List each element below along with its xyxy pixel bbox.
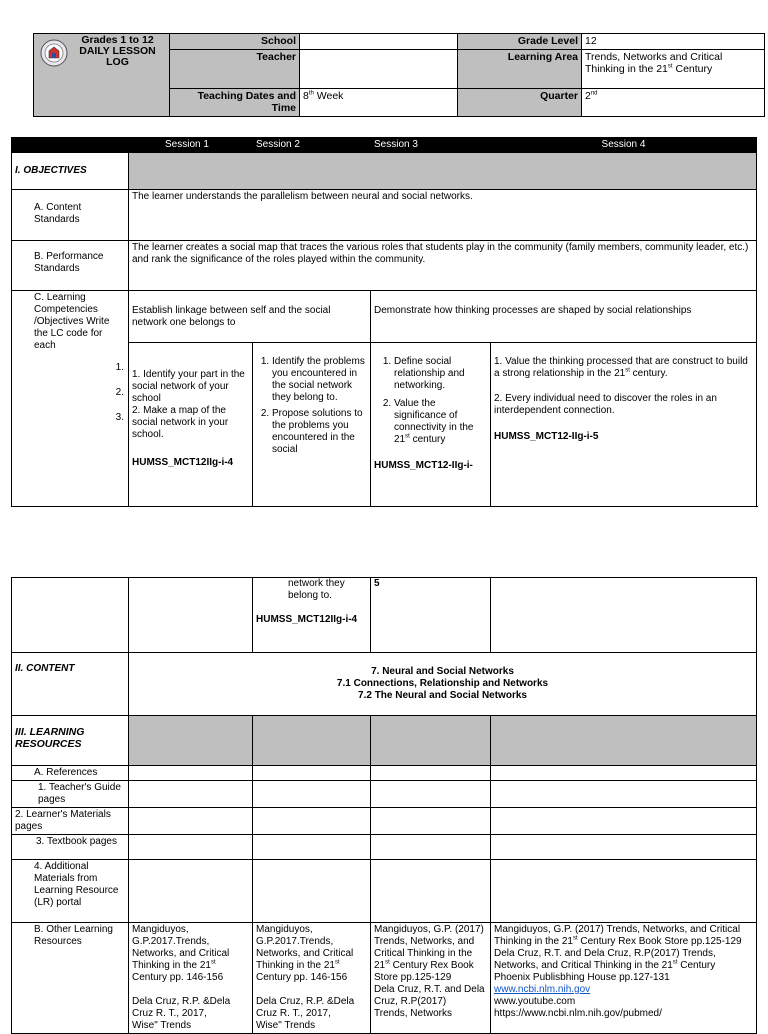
tb-s2 [253,835,371,860]
dll-title-line3: LOG [106,56,129,68]
performance-standards-label: B. Performance Standards [12,241,129,291]
cont-s3-code: 5 [371,578,491,653]
s3-item-2: 2. Value the significance of connectivity in the 21st century [394,398,487,446]
am-s1 [129,860,253,923]
objectives-table [11,137,757,507]
tg-s1 [129,781,253,808]
session-4-header: Session 4 [491,138,757,153]
grade-level-label: Grade Level [458,34,582,50]
s3-objectives [371,343,491,507]
references-s1 [129,766,253,781]
cont-label-blank [12,578,129,653]
content-topic-1: 7. Neural and Social Networks [371,666,514,677]
other-resources-s3: Mangiduyos, G.P. (2017) Trends, Networks, and Critical Thinking in the 21st Century Rex Book Store pp.125-129 Dela Cruz, R.T. and Dela Cruz, R.P(2017) Trends, Networks [371,923,491,1034]
cont-s2-text: network they belong to. [288,578,345,601]
lc-side-num-3: 3. [115,412,124,423]
content-label: II. CONTENT [12,653,129,716]
deped-seal-icon [40,39,68,67]
content-topic-3: 7.2 The Neural and Social Networks [358,690,527,701]
lc-side-num-1: 1. [115,362,124,373]
school-label: School [170,34,300,50]
dll-title-line1: Grades 1 to 12 [81,34,154,46]
teacher-label: Teacher [170,50,300,88]
s1-objectives [129,343,253,507]
tg-s4 [491,781,757,808]
s4-objectives [491,343,757,507]
cont-s2 [253,578,371,653]
s4-item-2: 2. Every individual need to discover the roles in an interdependent connection. [494,393,717,416]
performance-standards-text: The learner creates a social map that traces the various roles that students play in the community (family members, community leader, etc.) and rank the significance of the roles played within the community. [129,241,757,291]
grade-level-value: 12 [582,34,765,50]
tb-s1 [129,835,253,860]
s4-code: HUMSS_MCT12-IIg-i-5 [494,431,599,442]
lm-s4 [491,808,757,835]
teachers-guide-label: 1. Teacher's Guide pages [12,781,129,808]
dll-title-line2: DAILY LESSON [79,45,156,57]
cont-s4-blank [491,578,757,653]
session-2-header: Session 2 [253,138,371,153]
learning-resources-label: III. LEARNING RESOURCES [12,716,129,766]
am-s2 [253,860,371,923]
content-topics [129,653,757,716]
tg-s3 [371,781,491,808]
s1-item-1: 1. Identify your part in the social network of your school [132,369,245,404]
session-1-header: Session 1 [129,138,253,153]
lm-s1 [129,808,253,835]
am-s4 [491,860,757,923]
quarter-label: Quarter [458,88,582,116]
resources-s4-gray [491,716,757,766]
references-s3 [371,766,491,781]
other-resources-s4: Mangiduyos, G.P. (2017) Trends, Networks, and Critical Thinking in the 21st Century Rex Book Store pp.125-129 Dela Cruz, R.T. and Dela Cruz, R.P(2017) Trends, Networks, and Critical Thinking in the 21st Century Phoenix Publisbhing House pp.127-131 www.ncbi.nlm.nih.gov www.youtube.com https://www.ncbi.nlm.nih.gov/pubmed/ [491,923,757,1034]
other-resources-label: B. Other Learning Resources [12,923,129,1034]
learning-area-value: Trends, Networks and Critical Thinking in the 21st Century [582,50,765,88]
lc-top-right: Demonstrate how thinking processes are shaped by social relationships [371,291,757,343]
references-s2 [253,766,371,781]
learning-competencies-cell [12,291,129,507]
resources-s3-gray [371,716,491,766]
learning-area-label: Learning Area [458,50,582,88]
s1-item-2: 2. Make a map of the social network in your school. [132,405,229,440]
tg-s2 [253,781,371,808]
content-standards-text: The learner understands the parallelism between neural and social networks. [129,190,757,241]
references-s4 [491,766,757,781]
tb-s4 [491,835,757,860]
school-value [300,34,458,50]
s4-item-1: 1. Value the thinking processed that are construct to build a strong relationship in the 21st century. [494,356,748,379]
teaching-dates-value: 8th Week [300,88,458,116]
content-topic-2: 7.1 Connections, Relationship and Networks [336,678,549,689]
s3-item-1: 1. Define social relationship and networking. [394,356,487,392]
session-3-header: Session 3 [371,138,491,153]
teacher-value [300,50,458,88]
learning-competencies-label: C. Learning Competencies /Objectives Write the LC code for each [34,292,110,351]
lm-s3 [371,808,491,835]
s2-item-1: 1. Identify the problems you encountered in the social network they belong to. [272,356,367,404]
s2-objectives [253,343,371,507]
textbook-pages-label: 3. Textbook pages [12,835,129,860]
resources-s1-gray [129,716,253,766]
additional-materials-label: 4. Additional Materials from Learning Resource (LR) portal [12,860,129,923]
am-s3 [371,860,491,923]
header-table [33,33,765,117]
cont-s1-blank [129,578,253,653]
other-resources-s1: Mangiduyos, G.P.2017.Trends, Networks, and Critical Thinking in the 21st Century pp. 146-156 Dela Cruz, R.P. &Dela Cruz R. T., 2017, Wise" Trends [129,923,253,1034]
quarter-value: 2nd [582,88,765,116]
other-resources-s2: Mangiduyos, G.P.2017.Trends, Networks, and Critical Thinking in the 21st Century pp. 146-156 Dela Cruz, R.P. &Dela Cruz R. T., 2017, Wise" Trends [253,923,371,1034]
objectives-label: I. OBJECTIVES [12,153,129,190]
lc-side-num-2: 2. [115,387,124,398]
lc-top-left: Establish linkage between self and the social network one belongs to [129,291,371,343]
youtube-text: www.youtube.com [494,996,576,1007]
s1-code: HUMSS_MCT12IIg-i-4 [132,457,234,468]
ncbi-link[interactable]: www.ncbi.nlm.nih.gov [494,984,591,995]
cont-s2-code: HUMSS_MCT12IIg-i-4 [256,614,358,625]
session-bar-blank [12,138,129,153]
learners-materials-label: 2. Learner's Materials pages [12,808,129,835]
deped-logo-cell [34,34,170,117]
s2-item-2: 2. Propose solutions to the problems you encountered in the social [272,408,367,456]
s3-code: HUMSS_MCT12-IIg-i- [374,460,473,471]
content-standards-label: A. Content Standards [12,190,129,241]
lm-s2 [253,808,371,835]
tb-s3 [371,835,491,860]
content-resources-table [11,577,757,1034]
objectives-gray-cell [129,153,757,190]
resources-s2-gray [253,716,371,766]
ncbi-pubmed-text: https://www.ncbi.nlm.nih.gov/pubmed/ [494,1008,662,1019]
references-label: A. References [12,766,129,781]
teaching-dates-label: Teaching Dates and Time [170,88,300,116]
